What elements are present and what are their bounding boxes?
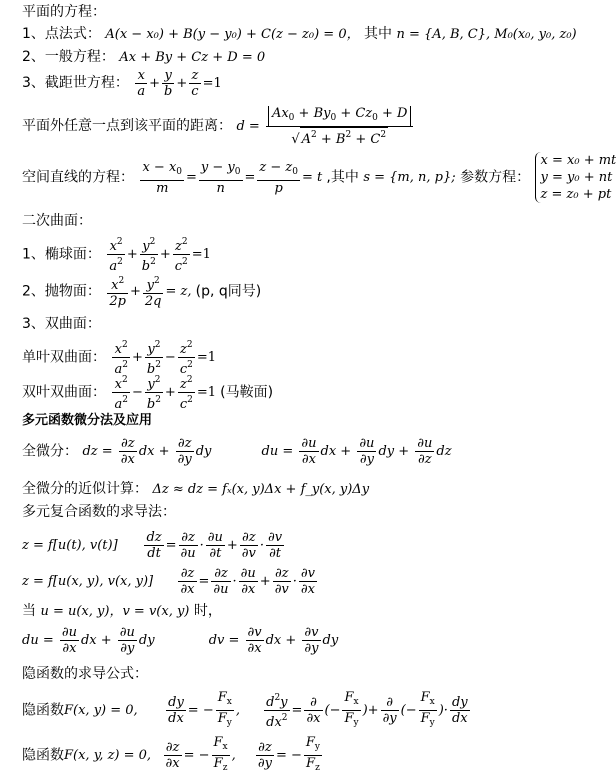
point-normal-equation: A(x − x₀) + B(y − y₀) + C(z − z₀) = 0，: [105, 27, 360, 42]
implicit1-label: 隐函数: [22, 702, 64, 719]
param-y: y = y₀ + nt: [540, 170, 613, 185]
multivar-title: 多元函数微分法及应用: [22, 413, 153, 428]
implicit2-label: 隐函数: [22, 747, 64, 764]
chain-rule-label: 多元复合函数的求导法：: [22, 504, 176, 520]
implicit1-first: $\frac{dy}{dx}$ = − $\frac{F_x}{F_y}$ ,: [168, 690, 245, 728]
chain2-line: [22, 566, 319, 597]
line-where: ,其中: [326, 169, 359, 186]
point-normal-where: 其中: [364, 26, 393, 42]
param-z: z = z₀ + pt: [540, 187, 612, 202]
ellipsoid-equation: $\frac{x^2}{a^2}$ + $\frac{y^2}{b^2}$ + $\frac{z^2}{c^2}$ =1: [109, 237, 211, 274]
chain1-lhs: z = f[u(t), v(t)]: [22, 538, 118, 553]
param-x: x = x₀ + mt: [540, 153, 616, 168]
when-line: [22, 604, 222, 618]
one-sheet-line: [22, 338, 216, 377]
paraboloid-line: [22, 274, 261, 309]
du-uv-formula: du = $\frac{\partial u}{\partial x}$ dx + $\frac{\partial u}{\partial y}$ dy: [22, 625, 159, 656]
line-equation-line: [22, 152, 616, 203]
when-label: 当: [22, 603, 36, 619]
paraboloid-equation: $\frac{x^2}{2p}$ + $\frac{y^2}{2q}$ = z,: [109, 276, 196, 309]
approx-label: 全微分的近似计算：: [22, 481, 148, 497]
chain1-formula: $\frac{dz}{dt}$ = $\frac{\partial z}{\partial u}$ · $\frac{\partial u}{\partial t}$ + $\frac{\partial z}{\partial v}$ · $\frac{\partial v}{\partial t}$: [146, 530, 283, 561]
approx-line: [22, 482, 369, 496]
general-label: 2、一般方程：: [22, 49, 115, 65]
point-normal-line: [22, 27, 577, 41]
point-normal-label: 1、点法式：: [22, 26, 101, 42]
implicit2-dzdy: $\frac{\partial z}{\partial y}$ = − $\frac{F_y}{F_z}$: [257, 735, 320, 773]
one-sheet-equation: $\frac{x^2}{a^2}$ + $\frac{y^2}{b^2}$ − $\frac{z^2}{c^2}$ =1: [114, 340, 217, 377]
ellipsoid-label: 1、椭球面：: [22, 246, 101, 263]
quadric-title: 二次曲面：: [22, 213, 92, 229]
intercept-equation: $\frac{x}{a}$ + $\frac{y}{b}$ + $\frac{z}{c}$ =1: [137, 68, 222, 99]
distance-line: [22, 106, 415, 147]
dz-formula: dz = $\frac{\partial z}{\partial x}$ dx + $\frac{\partial z}{\partial y}$ dy: [82, 436, 216, 467]
implicit2-line: [22, 735, 324, 776]
direction-vector: s = {m, n, p};: [363, 170, 456, 185]
paraboloid-label: 2、抛物面：: [22, 283, 101, 300]
plane-title: 平面的方程：: [22, 4, 106, 20]
chain2-formula: $\frac{\partial z}{\partial x}$ = $\frac{\partial z}{\partial u}$ · $\frac{\partial u}{\partial x}$ + $\frac{\partial z}{\partial v}$ · $\frac{\partial v}{\partial x}$: [180, 566, 315, 597]
when-equation: u = u(x, y)，v = v(x, y): [40, 604, 190, 619]
parametric-system: [535, 152, 616, 203]
two-sheet-line: [22, 373, 273, 412]
total-differential-line: [22, 436, 452, 467]
intercept-label: 3、截距世方程：: [22, 75, 129, 91]
two-sheet-label: 双叶双曲面：: [22, 384, 106, 401]
paraboloid-note: (p, q同号): [195, 283, 262, 300]
line-label: 空间直线的方程：: [22, 169, 134, 186]
ellipsoid-line: [22, 235, 211, 274]
total-diff-label: 全微分：: [22, 443, 78, 460]
du-dv-line: [22, 625, 338, 656]
implicit1-second: $\frac{d^2y}{dx^2}$ = ∂ ∂x (− $\frac{F_x}{F_y}$ )+ ∂ ∂y (− $\frac{F_x}{F_y}$ )· $\frac{dy}{dx}$: [266, 690, 468, 730]
implicit-title: 隐函数的求导公式：: [22, 666, 148, 682]
symmetric-equation: $\frac{x - x_0}{m}$ = $\frac{y - y_0}{n}$ = $\frac{z - z_0}{p}$ = t: [142, 159, 327, 196]
chain1-line: [22, 530, 286, 561]
hyperboloid-label: 3、双曲面：: [22, 316, 101, 332]
chain2-lhs: z = f[u(x, y), v(x, y)]: [22, 574, 154, 589]
two-sheet-equation: $\frac{x^2}{a^2}$ − $\frac{y^2}{b^2}$ + $\frac{z^2}{c^2}$ =1: [114, 375, 217, 412]
implicit1-fn: F(x, y) = 0,: [64, 703, 138, 718]
implicit2-fn: F(x, y, z) = 0,: [64, 748, 152, 763]
general-equation-line: [22, 50, 265, 64]
distance-label: 平面外任意一点到该平面的距离：: [22, 118, 232, 134]
implicit2-dzdx: $\frac{\partial z}{\partial x}$ = − $\frac{F_x}{F_z}$ ,: [165, 735, 240, 773]
approx-equation: Δz ≈ dz = fₓ(x, y)Δx + f_y(x, y)Δy: [152, 482, 370, 497]
param-label: 参数方程：: [460, 169, 531, 186]
intercept-line: [22, 68, 222, 99]
distance-formula: d = $\frac{Ax_0 + By_0 + Cz_0 + D}{√ A^2 + B^2 + C^2}$: [236, 119, 415, 134]
when-suffix: 时，: [193, 603, 222, 619]
two-sheet-note: (马鞍面): [220, 384, 274, 401]
general-equation: Ax + By + Cz + D = 0: [119, 50, 266, 65]
implicit1-line: [22, 690, 472, 731]
dv-uv-formula: dv = $\frac{\partial v}{\partial x}$ dx + $\frac{\partial v}{\partial y}$ dy: [208, 625, 339, 656]
one-sheet-label: 单叶双曲面：: [22, 349, 106, 366]
normal-vector: n = {A, B, C}, M₀(x₀, y₀, z₀): [396, 27, 577, 42]
du-formula: du = $\frac{\partial u}{\partial x}$ dx + $\frac{\partial u}{\partial y}$ dy + $\frac{\partial u}{\partial z}$ dz: [261, 436, 452, 467]
